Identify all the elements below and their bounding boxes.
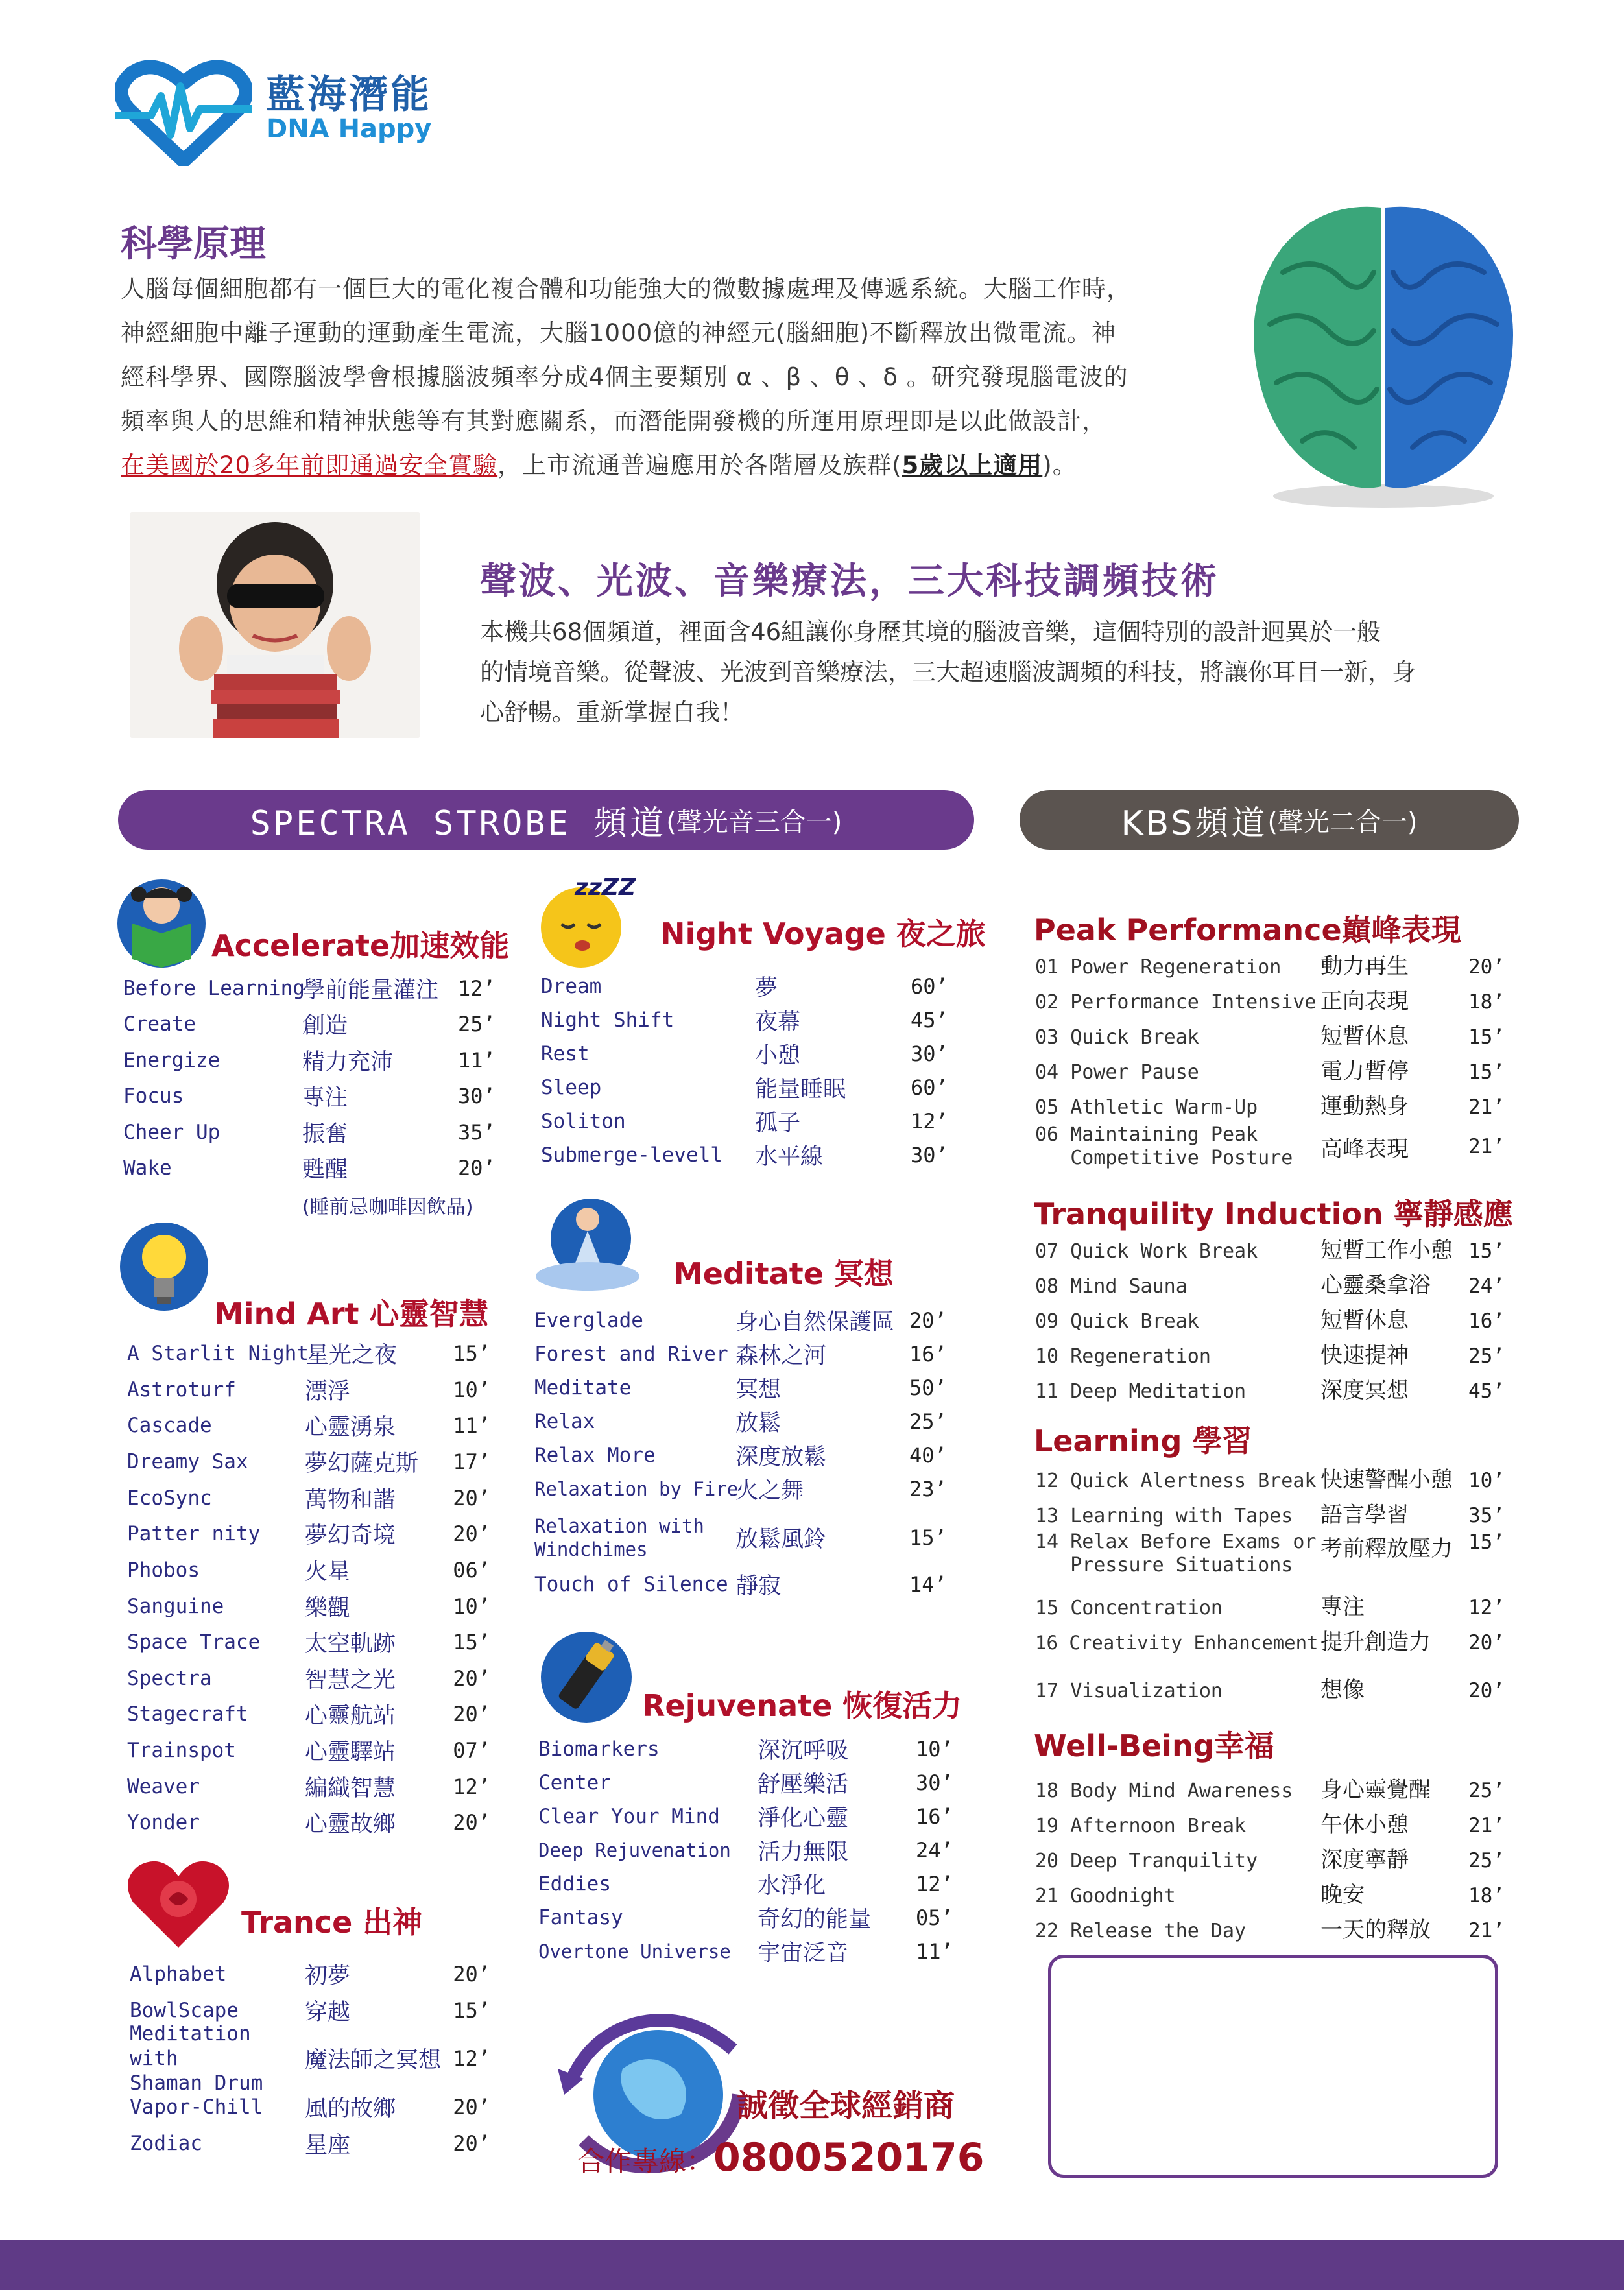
nightvoyage-title: Night Voyage 夜之旅 [660, 916, 986, 951]
kbs-item: 17 Visualization 想像 20’ [1035, 1677, 1505, 1703]
battery-icon [534, 1624, 638, 1728]
kbs-item: 22 Release the Day 一天的釋放 21’ [1035, 1917, 1505, 1943]
mindart-title: Mind Art 心靈智慧 [214, 1296, 489, 1331]
list-item: Stagecraft 心靈航站 20’ [127, 1702, 490, 1729]
kbs-item: 07 Quick Work Break 短暫工作小憩 15’ [1035, 1237, 1505, 1263]
kbs-item: 13 Learning with Tapes 語言學習 35’ [1035, 1502, 1505, 1528]
science-line: 頻率與人的思維和精神狀態等有其對應關系，而潛能開發機的所運用原理即是以此做設計， [121, 407, 1106, 435]
list-item: Spectra 智慧之光 20’ [127, 1666, 490, 1693]
caffeine-note: (睡前忌咖啡因飲品) [302, 1196, 473, 1219]
science-paragraph [121, 267, 1262, 488]
list-item: Cascade 心靈湧泉 11’ [127, 1413, 490, 1440]
kbs-item: 06 Maintaining Peak Competitive Posture 高峰表現 21’ [1035, 1123, 1505, 1169]
kbs-item: 05 Athletic Warm-Up 運動熱身 21’ [1035, 1093, 1505, 1119]
hotline-number[interactable]: 0800520176 [713, 2135, 985, 2180]
list-item: Relax More 深度放鬆 40’ [534, 1443, 947, 1470]
rose-heart-icon [123, 1854, 233, 1951]
list-item: Weaver 編織智慧 12’ [127, 1774, 490, 1802]
tech-line: 本機共68個頻道，裡面含46組讓你身歷其境的腦波音樂，這個特別的設計迥異於一般 [480, 618, 1381, 646]
brain-image [1244, 195, 1523, 512]
kbs-item: 12 Quick Alertness Break 快速警醒小憩 10’ [1035, 1467, 1505, 1493]
kbs-item: 19 Afternoon Break 午休小憩 21’ [1035, 1812, 1505, 1838]
kbs-banner [1020, 790, 1519, 850]
science-title: 科學原理 [121, 223, 266, 265]
spectra-banner-title: SPECTRA STROBE 頻道 [250, 804, 667, 843]
wellbeing-title: Well-Being幸福 [1034, 1728, 1274, 1763]
list-item: Eddies 水淨化 12’ [538, 1872, 953, 1899]
list-item: Relaxation with Windchimes 放鬆風鈴 15’ [534, 1515, 947, 1560]
kbs-item: 01 Power Regeneration 動力再生 20’ [1035, 953, 1505, 979]
science-line-last: 在美國於20多年前即通過安全實驗，上市流通普遍應用於各階層及族群(5歲以上適用)。 [121, 451, 1077, 479]
kbs-item: 02 Performance Intensive 正向表現 18’ [1035, 988, 1505, 1014]
list-item: Rest 小憩 30’ [541, 1042, 948, 1069]
kbs-item: 18 Body Mind Awareness 身心靈覺醒 25’ [1035, 1777, 1505, 1803]
kbs-item: 03 Quick Break 短暫休息 15’ [1035, 1023, 1505, 1049]
kbs-item: 14 Relax Before Exams or Pressure Situations 考前釋放壓力 15’ [1035, 1531, 1505, 1577]
list-item: Center 舒壓樂活 30’ [538, 1771, 953, 1798]
meditate-title: Meditate 冥想 [673, 1256, 894, 1291]
science-line: 人腦每個細胞都有一個巨大的電化複合體和功能強大的微數據處理及傳遞系統。大腦工作時， [121, 275, 1131, 303]
hotline [577, 2135, 985, 2180]
list-item: Create 創造 25’ [123, 1012, 496, 1039]
list-item: Overtone Universe 宇宙泛音 11’ [538, 1939, 953, 1966]
zzz-label: zzZZ [575, 874, 636, 901]
footer-bar [0, 2240, 1624, 2290]
kbs-item: 11 Deep Meditation 深度冥想 45’ [1035, 1378, 1505, 1403]
list-item: Meditation with Shaman Drum 魔法師之冥想 12’ [130, 2022, 490, 2095]
spectra-banner-sub: (聲光音三合一) [666, 807, 842, 837]
list-item: Dream 夢 60’ [541, 974, 948, 1001]
list-item: Alphabet 初夢 20’ [130, 1962, 490, 1989]
list-item: Deep Rejuvenation 活力無限 24’ [538, 1838, 953, 1865]
list-item: Energize 精力充沛 11’ [123, 1048, 496, 1075]
light-bulb-icon [115, 1218, 213, 1315]
list-item: EcoSync 萬物和諧 20’ [127, 1486, 490, 1513]
hotline-label: 合作專線： [577, 2145, 714, 2177]
kbs-item: 08 Mind Sauna 心靈桑拿浴 24’ [1035, 1272, 1505, 1298]
list-item: Forest and River 森林之河 16’ [534, 1342, 947, 1369]
dealer-stamp-box [1048, 1955, 1498, 2178]
spectra-strobe-banner [118, 790, 974, 850]
list-item: Relaxation by Fire 火之舞 23’ [534, 1477, 947, 1504]
science-line: 神經細胞中離子運動的運動產生電流，大腦1000億的神經元(腦細胞)不斷釋放出微電流。神 [121, 319, 1117, 347]
list-item: Dreamy Sax 夢幻薩克斯 17’ [127, 1449, 490, 1477]
learning-title: Learning 學習 [1034, 1424, 1252, 1459]
kbs-banner-sub: (聲光二合一) [1267, 807, 1418, 837]
list-item: BowlScape 穿越 15’ [130, 1998, 490, 2025]
list-item: Patter nity 夢幻奇境 20’ [127, 1521, 490, 1549]
list-item: Sanguine 樂觀 10’ [127, 1594, 490, 1621]
brand-name-en: DNA Happy [266, 114, 432, 144]
kbs-item: 16 Creativity Enhancement 提升創造力 20’ [1035, 1629, 1505, 1655]
list-item: Night Shift 夜幕 45’ [541, 1008, 948, 1035]
list-item: Fantasy 奇幻的能量 05’ [538, 1905, 953, 1933]
list-item: Astroturf 漂浮 10’ [127, 1378, 490, 1405]
list-item: Touch of Silence 靜寂 14’ [534, 1572, 947, 1599]
girl-reading-book-icon [113, 872, 210, 969]
kbs-item: 21 Goodnight 晚安 18’ [1035, 1882, 1505, 1908]
list-item: Clear Your Mind 淨化心靈 16’ [538, 1804, 953, 1831]
peak-performance-title: Peak Performance巔峰表現 [1034, 912, 1461, 948]
age-highlight: 5歲以上適用 [902, 451, 1043, 479]
kbs-item: 04 Power Pause 電力暫停 15’ [1035, 1058, 1505, 1084]
meditating-woman-icon [529, 1193, 646, 1304]
kbs-item: 09 Quick Break 短暫休息 16’ [1035, 1307, 1505, 1333]
tech-line: 心舒暢。重新掌握自我！ [480, 698, 744, 726]
child-with-books-image [130, 512, 420, 738]
tech-paragraph [480, 612, 1518, 733]
safety-test-highlight: 在美國於20多年前即通過安全實驗 [121, 451, 498, 479]
recruit-distributor-text: 誠徵全球經銷商 [737, 2088, 955, 2124]
kbs-item: 15 Concentration 專注 12’ [1035, 1594, 1505, 1620]
list-item: Space Trace 太空軌跡 15’ [127, 1630, 490, 1657]
list-item: Focus 專注 30’ [123, 1084, 496, 1111]
child-illustration [130, 512, 420, 738]
kbs-item: 20 Deep Tranquility 深度寧靜 25’ [1035, 1847, 1505, 1873]
sleeping-moon-icon [536, 869, 646, 973]
kbs-banner-title: KBS頻道 [1121, 804, 1268, 843]
accelerate-title: Accelerate加速效能 [211, 928, 510, 963]
list-item: A Starlit Night 星光之夜 15’ [127, 1341, 490, 1368]
heart-wave-logo-icon [115, 57, 252, 166]
list-item: Vapor-Chill 風的故鄉 20’ [130, 2095, 490, 2122]
list-item: Before Learning 學前能量灌注 12’ [123, 976, 496, 1003]
list-item: Sleep 能量睡眠 60’ [541, 1075, 948, 1103]
list-item: Relax 放鬆 25’ [534, 1409, 947, 1437]
tech-title: 聲波、光波、音樂療法，三大科技調頻技術 [480, 560, 1219, 602]
kbs-item: 10 Regeneration 快速提神 25’ [1035, 1342, 1505, 1368]
logo [115, 57, 479, 167]
list-item: Cheer Up 振奮 35’ [123, 1120, 496, 1147]
list-item: Wake 甦醒 20’ [123, 1156, 496, 1183]
list-item: Everglade 身心自然保護區 20’ [534, 1308, 947, 1335]
list-item: Zodiac 星座 20’ [130, 2131, 490, 2158]
list-item: Soliton 孤子 12’ [541, 1109, 948, 1136]
tranquility-title: Tranquility Induction 寧靜感應 [1034, 1197, 1513, 1232]
science-line: 經科學界、國際腦波學會根據腦波頻率分成4個主要類別 α 、β 、θ 、δ 。研究發現腦電波的 [121, 363, 1128, 391]
brand-name-zh: 藍海潛能 [266, 72, 432, 117]
list-item: Yonder 心靈故鄉 20’ [127, 1810, 490, 1837]
list-item: Meditate 冥想 50’ [534, 1376, 947, 1403]
list-item: Submerge-levell 水平線 30’ [541, 1143, 948, 1170]
list-item: Phobos 火星 06’ [127, 1558, 490, 1585]
trance-title: Trance 出神 [241, 1905, 423, 1940]
tech-line: 的情境音樂。從聲波、光波到音樂療法，三大超速腦波調頻的科技，將讓你耳目一新，身 [480, 658, 1416, 686]
list-item: Biomarkers 深沉呼吸 10’ [538, 1737, 953, 1764]
list-item: Trainspot 心靈驛站 07’ [127, 1738, 490, 1765]
rejuvenate-title: Rejuvenate 恢復活力 [642, 1688, 962, 1723]
